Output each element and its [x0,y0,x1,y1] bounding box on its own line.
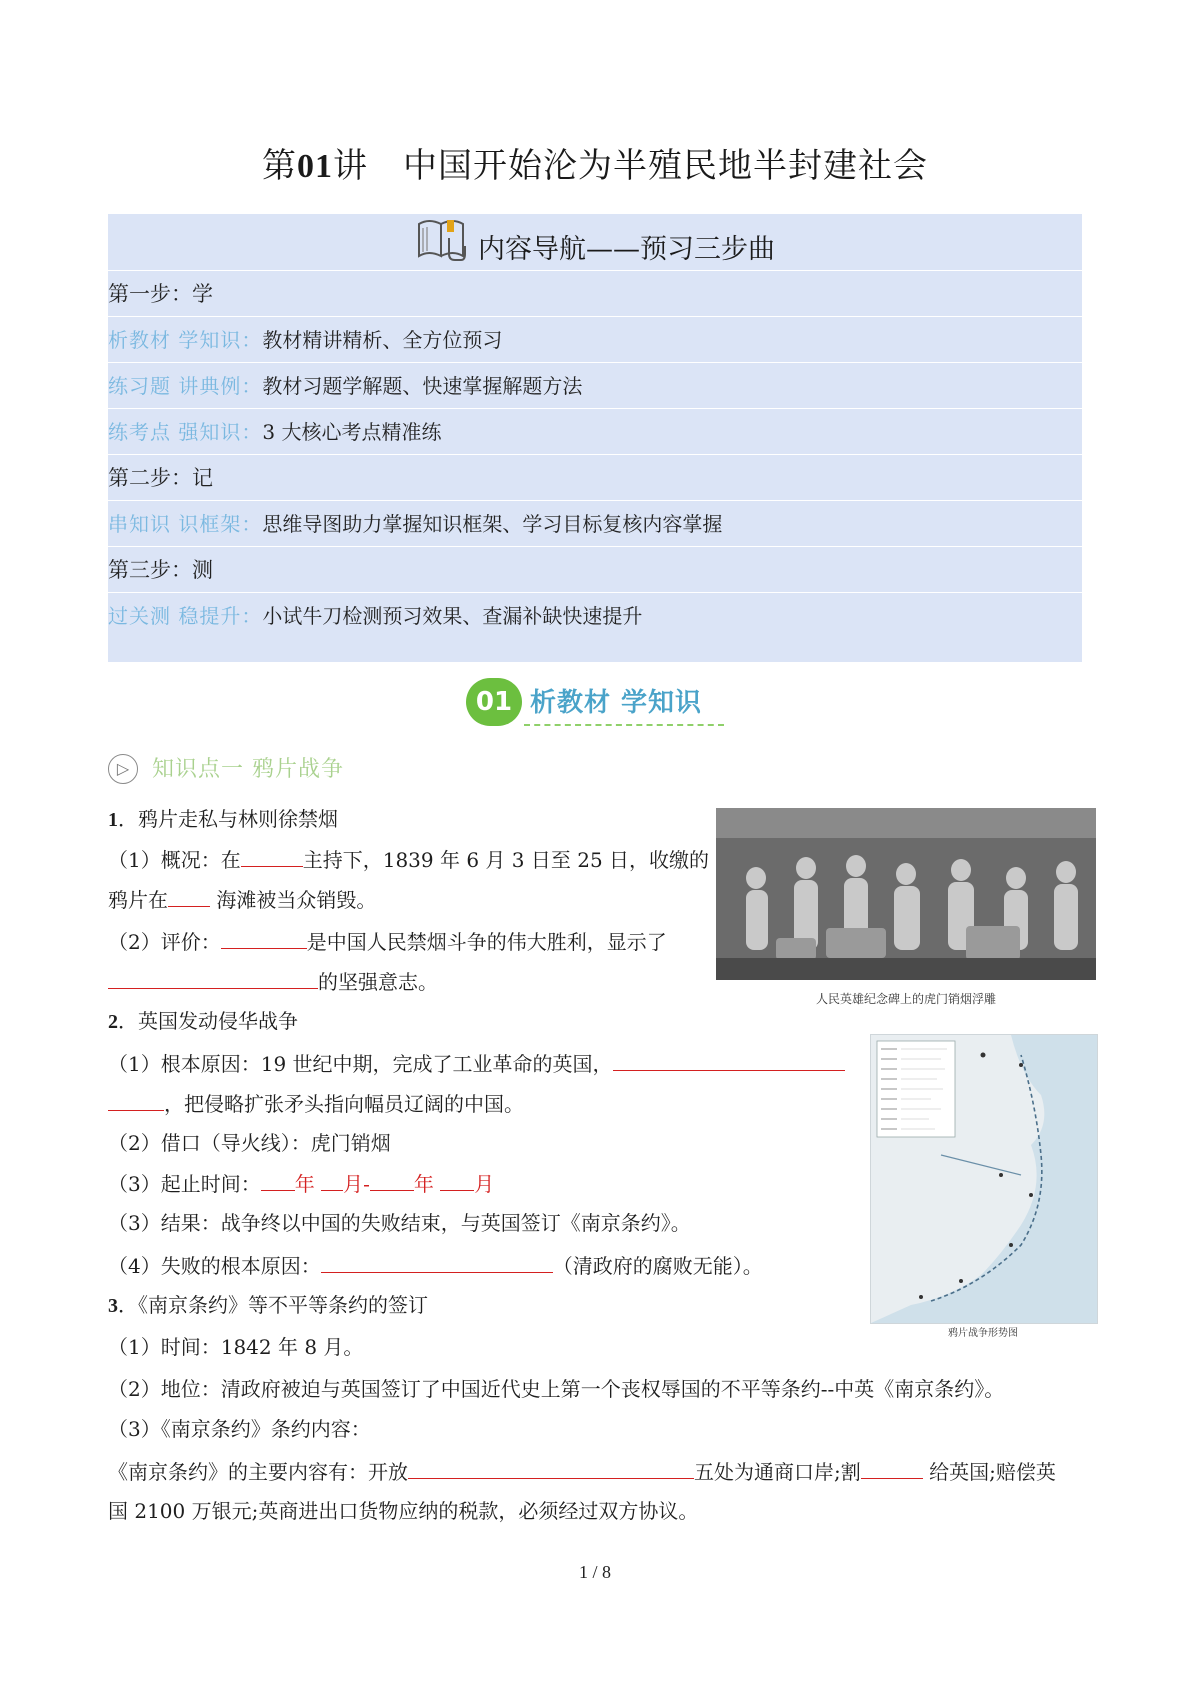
fill-blank [108,966,318,989]
nav-value: 思维导图助力掌握知识框架、学习目标复核内容掌握 [262,512,723,536]
nav-key: 串知识 识框架： [108,512,263,536]
paragraph: 鸦片在 海滩被当众销毁。 [108,884,376,915]
play-circle-icon: ▷ [108,754,138,784]
nav-key: 练习题 讲典例： [108,374,263,398]
fill-blank [370,1168,414,1191]
fill-blank [408,1456,694,1479]
fill-blank [321,1250,553,1273]
nav-header [108,214,1082,270]
paragraph: （1）根本原因：19 世纪中期，完成了工业革命的英国， [108,1048,845,1079]
paragraph: （1）概况：在 主持下，1839 年 6 月 3 日至 25 日，收缴的 [108,844,709,875]
fill-blank [440,1168,474,1191]
knowledge-point-label: 知识点一 鸦片战争 [152,757,344,782]
banner-underline [524,724,724,726]
section-heading-1: 1．鸦片走私与林则徐禁烟 [108,807,338,831]
map-illustration [871,1035,1097,1323]
paragraph: 国 2100 万银元;英商进出口货物应纳的税款，必须经过双方协议。 [108,1499,699,1523]
fill-blank [168,884,210,907]
section-heading-3: 3．《南京条约》等不平等条约的签订 [108,1293,428,1317]
step-label: 第一步：学 [108,282,213,306]
paragraph: （2）借口（导火线）：虎门销烟 [108,1131,391,1155]
book-icon [415,214,469,266]
paragraph: （3）结果：战争终以中国的失败结束，与英国签订《南京条约》。 [108,1211,691,1235]
nav-title: 内容导航——预习三步曲 [478,233,776,265]
nav-key: 练考点 强知识： [108,420,263,444]
page-number: 1 / 8 [578,1562,611,1582]
content-navigation-box [108,214,1082,662]
nav-row-test [108,592,1082,639]
fill-blank [221,926,307,949]
nav-step-1 [108,270,1082,317]
fill-blank [108,1088,164,1111]
nav-value: 教材精讲精析、全方位预习 [262,328,503,352]
fill-blank [241,844,303,867]
paragraph: （2）评价： 是中国人民禁烟斗争的伟大胜利，显示了 [108,926,667,957]
paragraph: （3）起止时间： 年 月- 年 月 [108,1168,494,1199]
fill-blank [861,1456,923,1479]
section-number-badge: 01 [466,678,522,726]
paragraph: （4）失败的根本原因： （清政府的腐败无能）。 [108,1250,763,1281]
nav-row-practice [108,362,1082,409]
nav-value: 3 大核心考点精准练 [262,420,442,444]
fill-blank [261,1168,295,1191]
nav-step-2 [108,454,1082,501]
step-label: 第二步：记 [108,466,213,490]
paragraph: 的坚强意志。 [108,966,438,997]
nav-value: 教材习题学解题、快速掌握解题方法 [262,374,583,398]
lesson-title: 第01讲 中国开始沦为半殖民地半封建社会 [262,146,928,186]
paragraph: （2）地位：清政府被迫与英国签订了中国近代史上第一个丧权辱国的不平等条约--中英《南京条约》。 [108,1377,1005,1401]
section-heading-2: 2．英国发动侵华战争 [108,1009,298,1033]
nav-key: 析教材 学知识： [108,328,263,352]
paragraph: （1）时间：1842 年 8 月。 [108,1335,364,1359]
nav-value: 小试牛刀检测预习效果、查漏补缺快速提升 [262,604,643,628]
photo-caption: 人民英雄纪念碑上的虎门销烟浮雕 [815,992,996,1006]
section-banner [466,676,730,732]
opium-war-map [870,1034,1098,1324]
fill-blank [613,1048,845,1071]
paragraph: 《南京条约》的主要内容有：开放 五处为通商口岸;割 给英国;赔偿英 [108,1456,1056,1487]
nav-step-3 [108,546,1082,593]
paragraph: ，把侵略扩张矛头指向幅员辽阔的中国。 [108,1088,524,1119]
fill-blank [321,1168,343,1191]
nav-row-exam-points [108,408,1082,455]
step-label: 第三步：测 [108,558,213,582]
section-banner-text: 析教材 学知识 [530,688,703,718]
relief-illustration [716,808,1096,980]
nav-row-learn [108,316,1082,363]
nav-row-framework [108,500,1082,547]
nav-key: 过关测 稳提升： [108,604,263,628]
map-caption: 鸦片战争形势图 [948,1328,1018,1339]
paragraph: （3）《南京条约》条约内容： [108,1417,371,1441]
humen-relief-photo [716,808,1096,980]
